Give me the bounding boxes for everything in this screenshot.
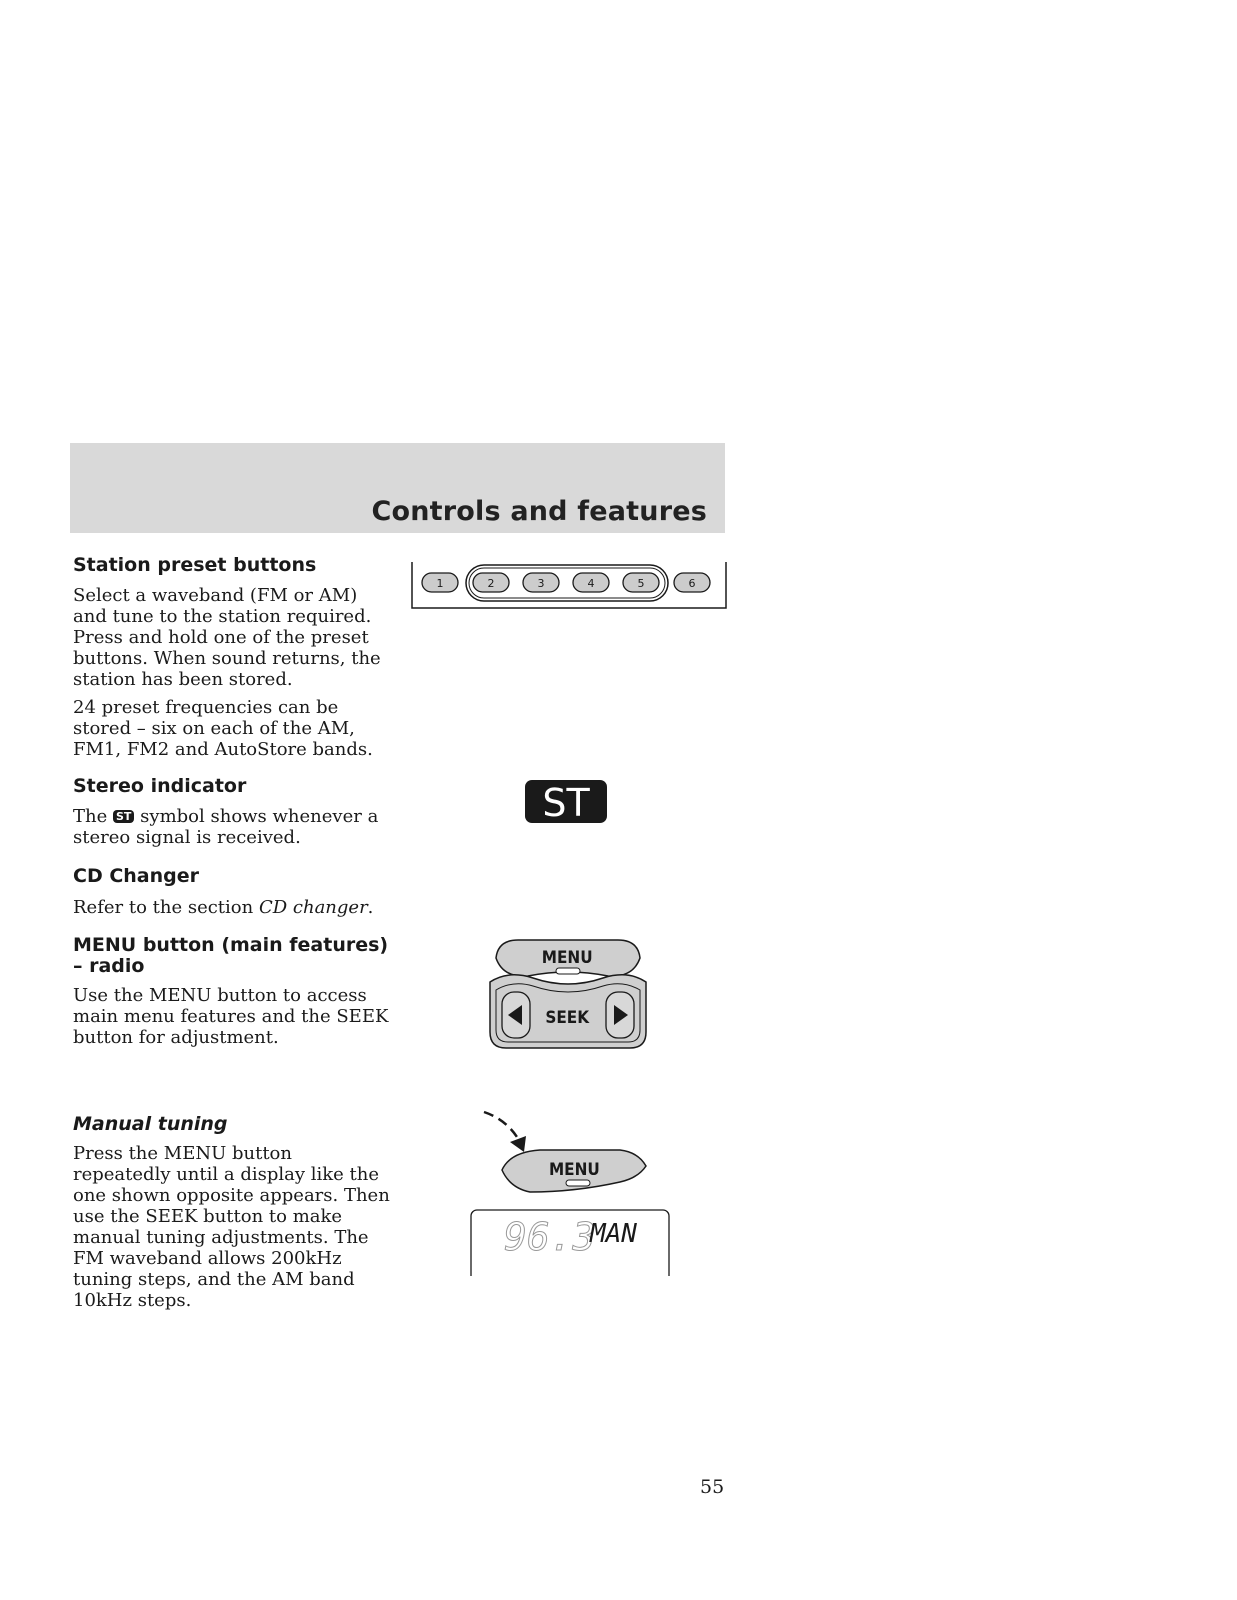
cd-changer-reference: CD changer bbox=[258, 897, 368, 918]
preset-label-1: 1 bbox=[436, 577, 444, 590]
preset-button-2 bbox=[473, 573, 509, 592]
preset-label-3: 3 bbox=[537, 577, 545, 590]
seek-button-label: SEEK bbox=[545, 1007, 590, 1028]
section-heading-stereo: Stereo indicator bbox=[73, 775, 247, 797]
preset-label-2: 2 bbox=[487, 577, 495, 590]
section-heading-cd-changer: CD Changer bbox=[73, 865, 200, 887]
menu-button-label: MENU bbox=[541, 947, 593, 968]
preset-button-1 bbox=[422, 573, 458, 592]
stereo-inline-icon: ST bbox=[113, 810, 134, 823]
stereo-text-before: The bbox=[73, 806, 108, 827]
preset-label-4: 4 bbox=[587, 577, 595, 590]
cd-text-before: Refer to the section bbox=[73, 897, 254, 918]
preset-label-5: 5 bbox=[637, 577, 645, 590]
menu-press-label: MENU bbox=[548, 1159, 600, 1180]
preset-button-6 bbox=[674, 573, 710, 592]
menu-paragraph: Use the MENU button to access main menu features and the SEEK button for adjustment. bbox=[73, 985, 389, 1048]
preset-button-3 bbox=[523, 573, 559, 592]
preset-button-4 bbox=[573, 573, 609, 592]
presets-paragraph-2: 24 preset frequencies can be stored – six on each of the AM, FM1, FM2 and AutoStore bands. bbox=[73, 697, 373, 760]
preset-label-6: 6 bbox=[688, 577, 696, 590]
stereo-paragraph bbox=[73, 806, 391, 848]
display-frequency: 96.3 bbox=[504, 1215, 596, 1259]
manual-tuning-figure bbox=[470, 1108, 670, 1276]
st-badge-label: ST bbox=[542, 781, 590, 825]
presets-paragraph-1: Select a waveband (FM or AM) and tune to the station required. Press and hold one of the preset buttons. When sound returns, the station has been stored. bbox=[73, 585, 381, 690]
preset-buttons-figure bbox=[410, 560, 728, 612]
page-number: 55 bbox=[700, 1476, 725, 1498]
stereo-text-after: symbol shows whenever a stereo signal is received. bbox=[73, 806, 379, 848]
chapter-title: Controls and features bbox=[371, 496, 707, 527]
section-heading-menu: MENU button (main features) – radio bbox=[73, 934, 389, 977]
section-heading-manual-tuning: Manual tuning bbox=[73, 1113, 228, 1135]
section-heading-presets: Station preset buttons bbox=[73, 554, 317, 576]
display-mode: MAN bbox=[590, 1219, 637, 1249]
cd-text-after: . bbox=[367, 897, 374, 918]
preset-button-5 bbox=[623, 573, 659, 592]
stereo-badge-figure bbox=[524, 779, 608, 825]
press-arrow-icon bbox=[484, 1112, 520, 1142]
manual-tuning-paragraph: Press the MENU button repeatedly until a display like the one shown opposite appears. Then use the SEEK button to make manual tuning adjustments. The FM waveband allows 200kHz tuning steps, and the AM band 10kHz steps. bbox=[73, 1143, 390, 1311]
menu-seek-figure bbox=[488, 938, 648, 1050]
cd-changer-paragraph bbox=[73, 897, 391, 918]
chapter-header-band bbox=[70, 443, 725, 533]
